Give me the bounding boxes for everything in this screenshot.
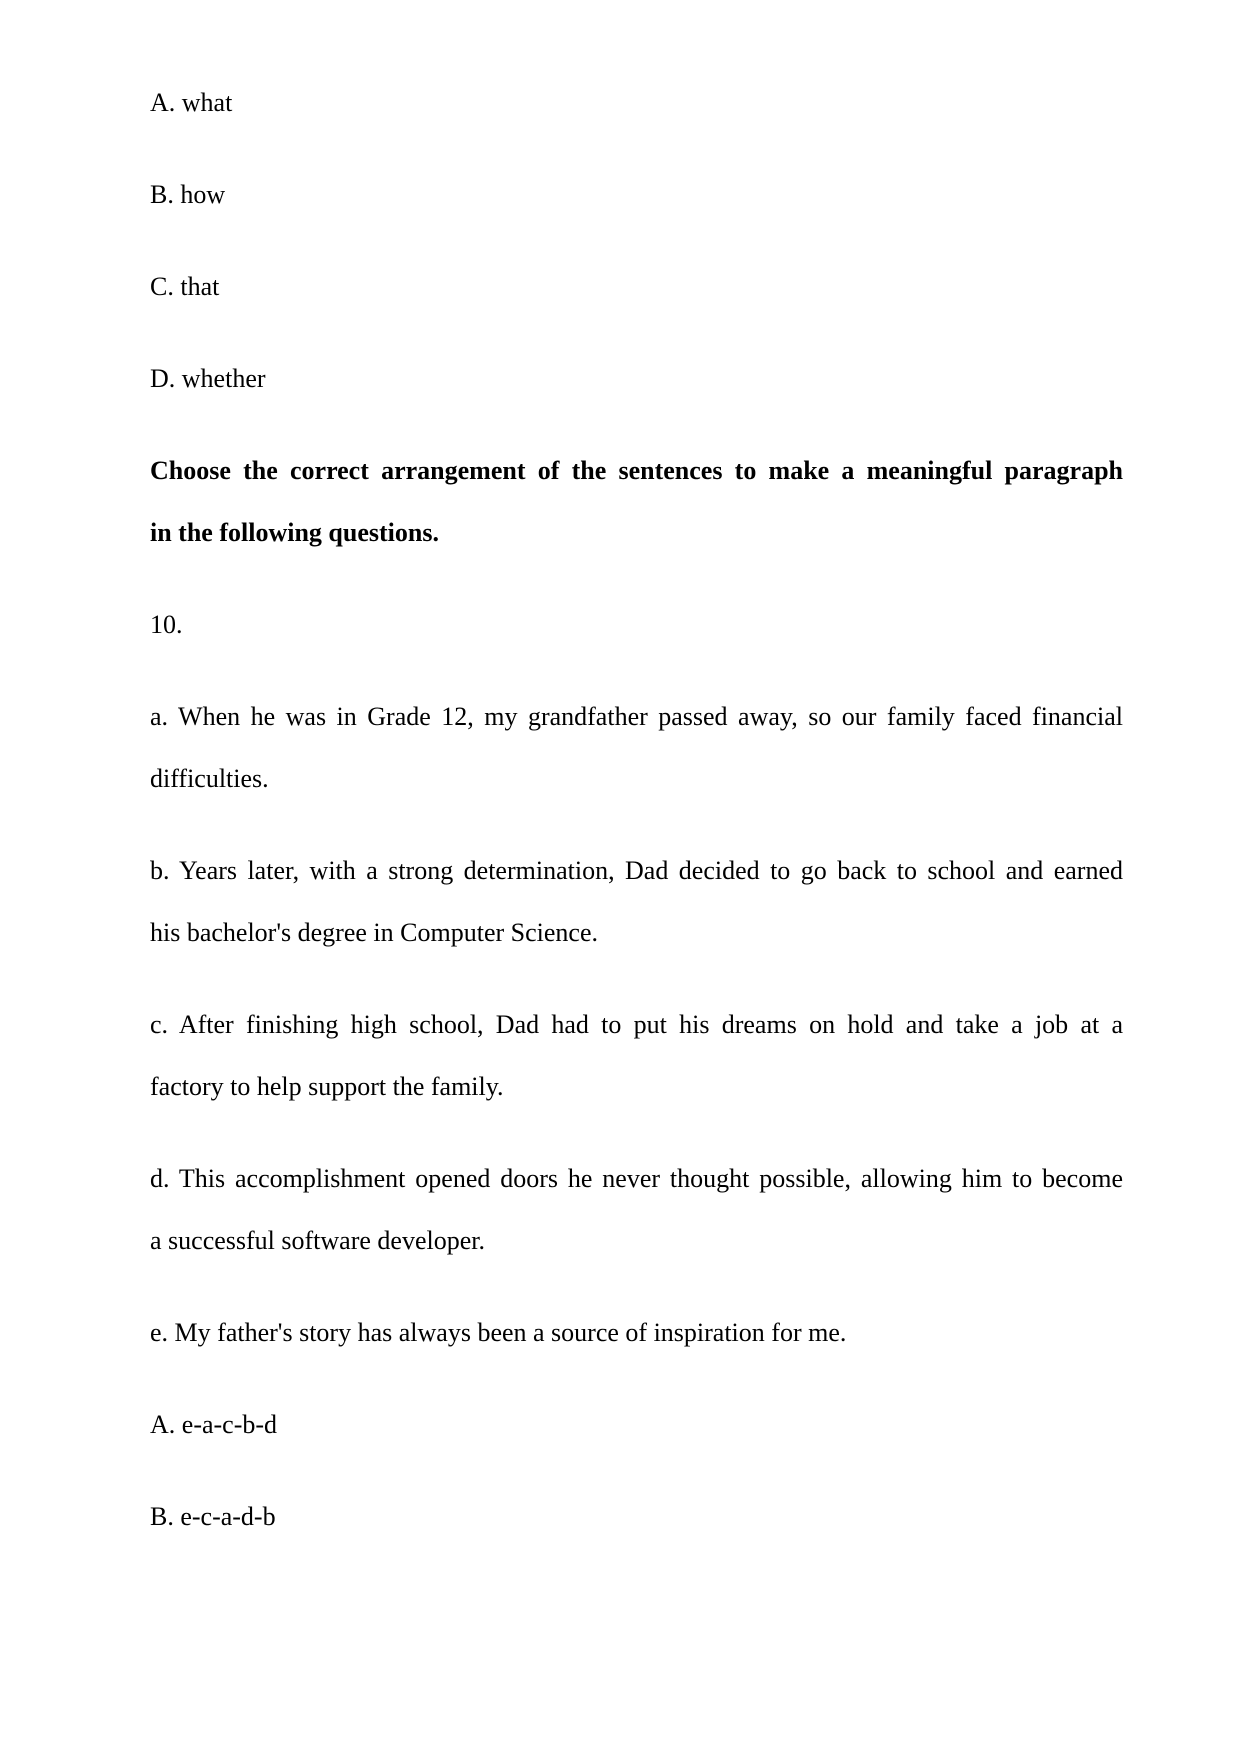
option-how: B. how [150, 180, 226, 209]
option-that: C. that [150, 272, 220, 301]
answer-option-b: B. e-c-a-d-b [150, 1502, 276, 1531]
instruction-line-1: Choose the correct arrangement of the sentences to make a meaningful paragraph [150, 456, 1123, 485]
sentence-d-line-1: d. This accomplishment opened doors he never thought possible, allowing him to become [150, 1164, 1123, 1193]
sentence-a-line-2: difficulties. [150, 764, 269, 793]
question-number: 10. [150, 610, 183, 639]
option-whether: D. whether [150, 364, 266, 393]
sentence-e: e. My father's story has always been a source of inspiration for me. [150, 1318, 847, 1347]
answer-option-a: A. e-a-c-b-d [150, 1410, 278, 1439]
sentence-a-line-1: a. When he was in Grade 12, my grandfather passed away, so our family faced financial [150, 702, 1123, 731]
sentence-b-line-2: his bachelor's degree in Computer Science. [150, 918, 598, 947]
sentence-b-line-1: b. Years later, with a strong determination, Dad decided to go back to school and earned [150, 856, 1123, 885]
sentence-c-line-2: factory to help support the family. [150, 1072, 504, 1101]
option-what: A. what [150, 88, 233, 117]
sentence-c-line-1: c. After finishing high school, Dad had to put his dreams on hold and take a job at a [150, 1010, 1123, 1039]
sentence-d-line-2: a successful software developer. [150, 1226, 485, 1255]
instruction-line-2: in the following questions. [150, 518, 439, 547]
